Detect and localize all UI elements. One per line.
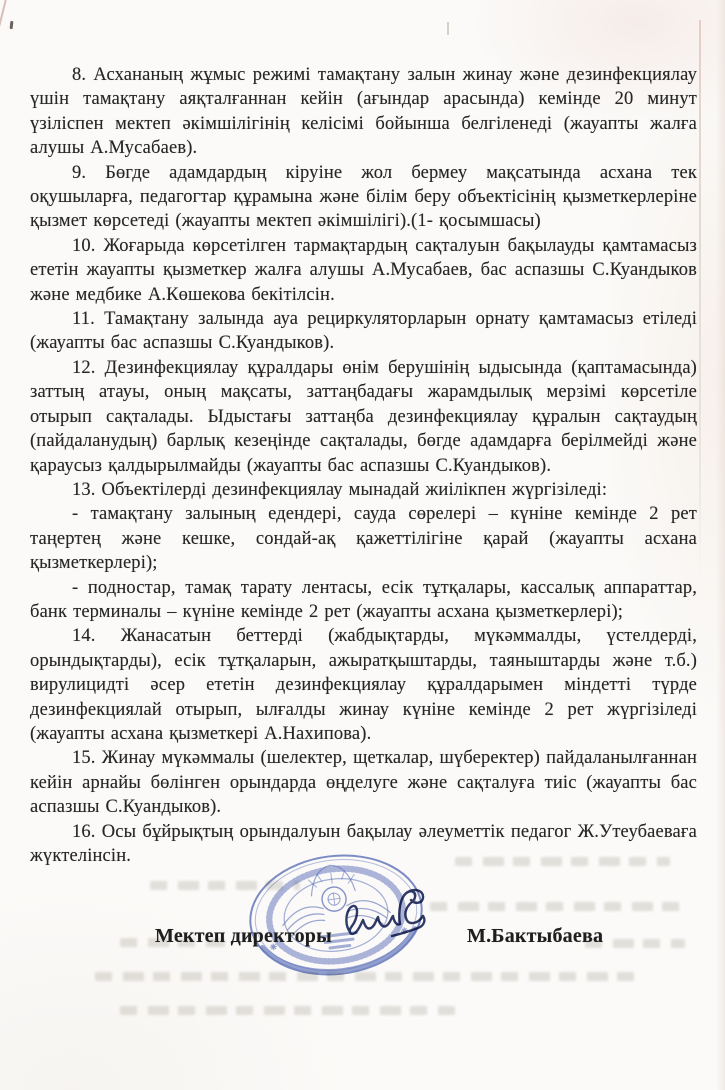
- paragraph-9: 9. Бөгде адамдардың кіруіне жол бермеу мақсатында асхана тек оқушыларға, педагогтар құрамына және білім беру объектісінің қызметкерлеріне қызмет көрсетеді (жауапты мектеп әкімшілігі).(1- қосымшасы): [30, 162, 697, 232]
- bullet-item-2: - подностар, тамақ тарату лентасы, есік тұтқалары, кассалық аппараттар, банк терминалы – күніне кемінде 2 рет (жауапты асхана қызметкерлері);: [30, 577, 697, 622]
- bleedthrough-text-row: [120, 1006, 455, 1015]
- director-name: М.Бактыбаева: [467, 925, 604, 947]
- paragraph-16: 16. Осы бұйрықтың орындалуын бақылау әлеуметтік педагог Ж.Утеубаеваға жүктелінсін.: [30, 821, 697, 866]
- director-signature-ink: [340, 886, 435, 948]
- paragraph-10: 10. Жоғарыда көрсетілген тармақтардың сақталуын бақылауды қамтамасыз ететін жауапты қызметкер жалға алушы А.Мусабаев, бас аспазшы С.Куандыков және медбике А.Көшекова бекітілсін.: [30, 235, 697, 305]
- document-body-text: [30, 63, 697, 868]
- paragraph-14: 14. Жанасатын беттерді (жабдықтарды, мүкәммалды, үстелдерді, орындықтарды), есік тұтқаларын, ажыратқыштарды, таяныштарды және т.б.) вирулицидті әсер ететін дезинфекциялау құралдарымен міндетті түрде дезинфекциялай отырып, ылғалды жинау күніне кемінде 2 рет жүргізіледі (жауапты асхана қызметкері А.Нахипова).: [30, 626, 697, 744]
- bullet-item-1: - тамақтану залының едендері, сауда сөрелері – күніне кемінде 2 рет таңертең және кешке, сондай-ақ қажеттілігіне қарай (жауапты асхана қызметкерлері);: [30, 504, 697, 574]
- scan-crease-line: [699, 20, 701, 580]
- bleedthrough-text-row: [430, 902, 680, 911]
- paragraph-13: 13. Объектілерді дезинфекциялау мынадай жиілікпен жүргізіледі:: [72, 479, 608, 500]
- faint-top-mark: [447, 22, 449, 35]
- paragraph-8: 8. Асхананың жұмыс режимі тамақтану залын жинау және дезинфекциялау үшін тамақтану аяқталғаннан кейін (ағындар арасында) кемінде 20 минут үзіліспен мектеп әкімшілігінің келісімі бойынша белгіленеді (жауапты жалға алушы А.Мусабаев).: [30, 65, 697, 159]
- paragraph-11: 11. Тамақтану залында ауа рециркуляторларын орнату қамтамасыз етіледі (жауапты бас аспазшы С.Куандыков).: [30, 309, 697, 354]
- page-edge-shadow: [716, 0, 725, 1090]
- pen-tick-mark: [10, 21, 13, 29]
- bleedthrough-text-row: [455, 857, 670, 866]
- paragraph-15: 15. Жинау мүкәммалы (шелектер, щеткалар, шүберектер) пайдаланылғаннан кейін арнайы бөлінген орындарда өңделуге және сақталуға тиіс (жауапты бас аспазшы С.Куандыков).: [30, 748, 697, 818]
- director-role-label: Мектеп директоры: [155, 925, 332, 947]
- corner-fold-mark: [0, 0, 7, 33]
- paragraph-12: 12. Дезинфекциялау құралдары өнім берушінің ыдысында (қаптамасында) заттың атауы, оның мақсаты, заттаңбадағы жарамдылық мерзімі көрсетіле отырып сақталады. Ыдыстағы заттаңба дезинфекциялау құралын сақтаудың (пайдаланудың) барлық кезеңінде сақталады, бөгде адамдарға берілмейді және қараусыз қалдырылмайды (жауапты бас аспазшы С.Куандыков).: [30, 357, 697, 476]
